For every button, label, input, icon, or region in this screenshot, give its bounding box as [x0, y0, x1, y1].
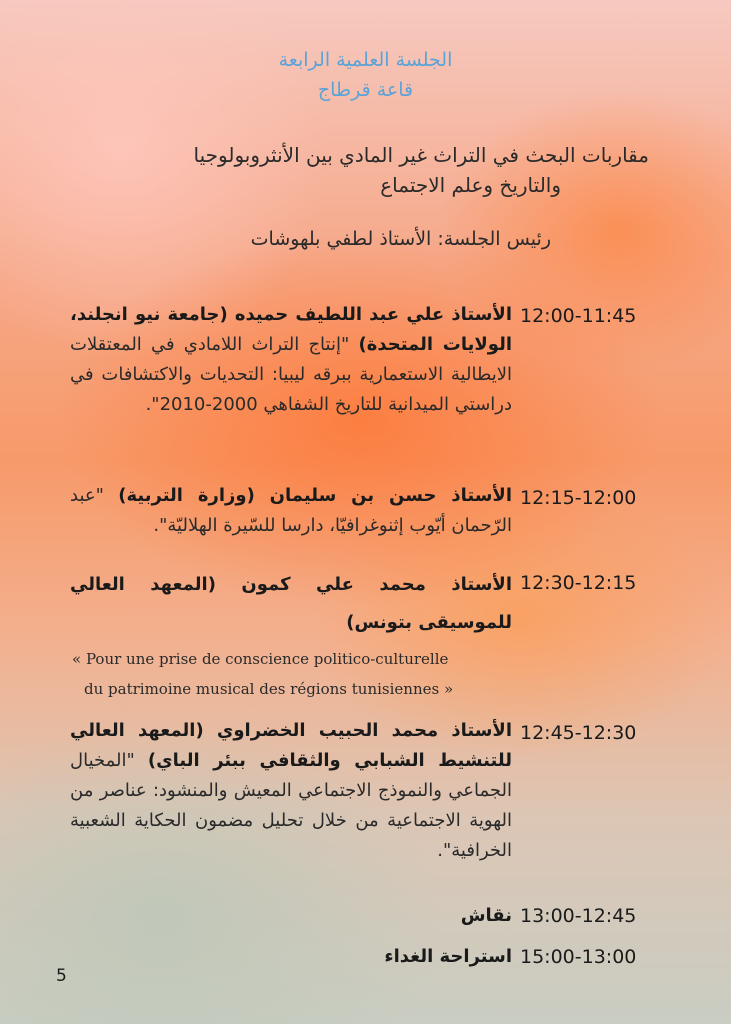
page-number: 5: [56, 966, 67, 986]
talk-title: "عبد الرّحمان أيّوب إثنوغرافيّا، دارسا للسّيرة الهلاليّة".: [70, 485, 512, 536]
lunch-label: استراحة الغداء: [384, 946, 512, 967]
talk-speaker: الأستاذ حسن بن سليمان (وزارة التربية): [118, 485, 513, 506]
talk-speaker: الأستاذ محمد الحبيب الخضراوي (المعهد العالي للتنشيط الشبابي والثقافي ببئر الباي): [70, 720, 512, 771]
session-topic-line2: والتاريخ وعلم الاجتماع: [380, 173, 561, 197]
session-topic-line1: مقاربات البحث في التراث غير المادي بين الأنثروبولوجيا: [193, 143, 649, 167]
session-chair: رئيس الجلسة: الأستاذ لطفي بلهوشات: [250, 228, 551, 250]
talk-speaker: الأستاذ علي عبد اللطيف حميده (جامعة نيو انجلند، الولايات المتحدة): [70, 304, 512, 355]
talk-time: 12:00-11:45: [520, 305, 637, 327]
talk-entry: [70, 716, 512, 866]
session-heading: الجلسة العلمية الرابعة: [278, 49, 453, 71]
talk-entry: [70, 481, 512, 541]
talk-entry: [70, 566, 512, 642]
talk-entry: [70, 300, 512, 420]
discussion-time: 13:00-12:45: [520, 905, 637, 927]
discussion-label: نقاش: [460, 905, 512, 926]
talk-time: 12:30-12:15: [520, 572, 637, 594]
talk-time: 12:15-12:00: [520, 487, 637, 509]
talk-speaker: الأستاذ محمد علي كمون (المعهد العالي للموسيقى بتونس): [70, 574, 512, 633]
talk-title: "المخيال الجماعي والنموذج الاجتماعي المعيش والمنشود: عناصر من الهوية الاجتماعية من خلال تحليل مضمون الحكاية الشعبية الخرافية".: [70, 750, 512, 861]
talk-title-fr-line2: du patrimoine musical des régions tunisiennes »: [84, 680, 454, 698]
talk-title-fr-line1: « Pour une prise de conscience politico-culturelle: [72, 650, 449, 668]
talk-time: 12:45-12:30: [520, 722, 637, 744]
lunch-time: 15:00-13:00: [520, 946, 637, 968]
talk-title: "إنتاج التراث اللامادي في المعتقلات الايطالية الاستعمارية ببرقه ليبيا: التحديات والاكتشافات في دراستي الميدانية للتاريخ الشفاهي 2000-2010".: [70, 334, 512, 415]
hall-heading: قاعة قرطاج: [317, 79, 414, 101]
